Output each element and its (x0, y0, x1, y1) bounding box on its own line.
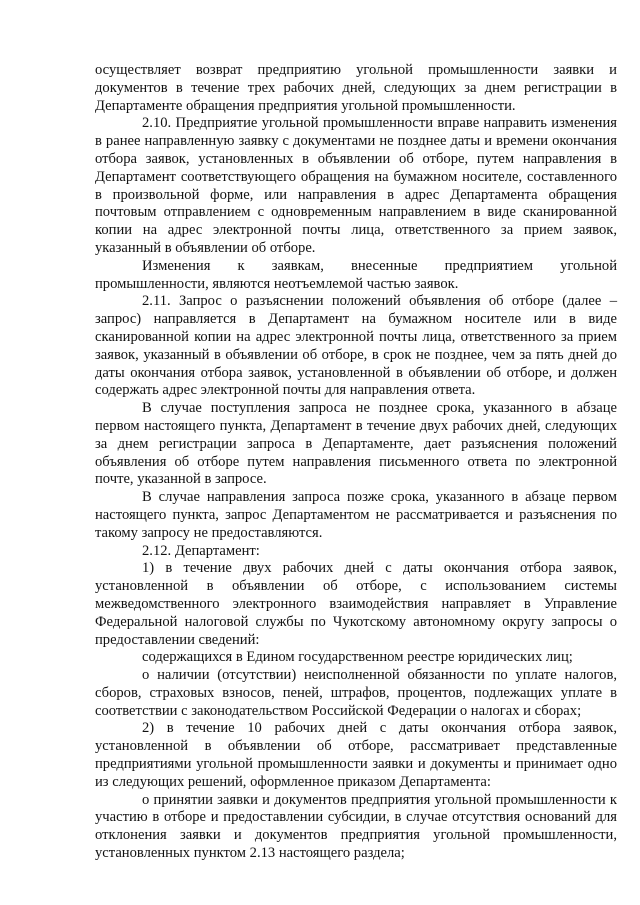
paragraph-changes-integral-part: Изменения к заявкам, внесенные предприятием угольной промышленности, являются неотъемлемой частью заявок. (95, 257, 617, 292)
paragraph-request-in-time: В случае поступления запроса не позднее срока, указанного в абзаце первом настоящего пункта, Департамент в течение двух рабочих дней, следующих за днем регистрации запроса в Департаменте, дает разъяснения положений объявления об отборе путем направления письменного ответа по электронной почте, указанной в запросе. (95, 400, 617, 488)
paragraph-2-10: 2.10. Предприятие угольной промышленности вправе направить изменения в ранее направленную заявку с документами не позднее даты и времени окончания отбора заявок, установленных в объявлении об отборе, путем направления в Департамент соответствующего обращения на бумажном носителе, составленного в произвольной форме, или направления в адрес Департамента обращения почтовым отправлением с одновременным направлением в виде сканированной копии на адрес электронной почты лица, ответственного за прием заявок, указанный в объявлении об отборе. (95, 115, 617, 256)
paragraph-item-1: 1) в течение двух рабочих дней с даты окончания отбора заявок, установленной в объявлении об отборе, с использованием системы межведомственного электронного взаимодействия направляет в Управление Федеральной налоговой службы по Чукотскому автономному округу запросы о предоставлении сведений: (95, 560, 617, 648)
paragraph-return-of-application: осуществляет возврат предприятию угольной промышленности заявки и документов в течение трех рабочих дней, следующих за днем регистрации в Департаменте обращения предприятия угольной промышленности. (95, 62, 617, 114)
paragraph-2-12-heading: 2.12. Департамент: (142, 542, 260, 559)
paragraph-tax-obligation-info: о наличии (отсутствии) неисполненной обязанности по уплате налогов, сборов, страховых взносов, пеней, штрафов, процентов, подлежащих уплате в соответствии с законодательством Российской Федерации о налогах и сборах; (95, 667, 617, 719)
paragraph-egrul-info: содержащихся в Едином государственном реестре юридических лиц; (142, 649, 573, 666)
document-page (95, 62, 617, 863)
paragraph-request-late: В случае направления запроса позже срока, указанного в абзаце первом настоящего пункта, запрос Департаментом не рассматривается и разъяснения по такому запросу не предоставляются. (95, 489, 617, 541)
paragraph-acceptance-decision: о принятии заявки и документов предприятия угольной промышленности к участию в отборе и предоставлении субсидии, в случае отсутствия оснований для отклонения заявки и документов предприятия угольной промышленности, установленных пунктом 2.13 настоящего раздела; (95, 791, 617, 862)
paragraph-2-11: 2.11. Запрос о разъяснении положений объявления об отборе (далее – запрос) направляется в Департамент на бумажном носителе или в виде сканированной копии на адрес электронной почты лица, ответственного за прием заявок, указанный в объявлении об отборе, в срок не позднее, чем за пять дней до даты окончания отбора заявок, установленной в объявлении об отборе, и должен содержать адрес электронной почты для направления ответа. (95, 293, 617, 399)
paragraph-item-2: 2) в течение 10 рабочих дней с даты окончания отбора заявок, установленной в объявлении об отборе, рассматривает представленные предприятиями угольной промышленности заявки и документы и принимает одно из следующих решений, оформленное приказом Департамента: (95, 720, 617, 790)
